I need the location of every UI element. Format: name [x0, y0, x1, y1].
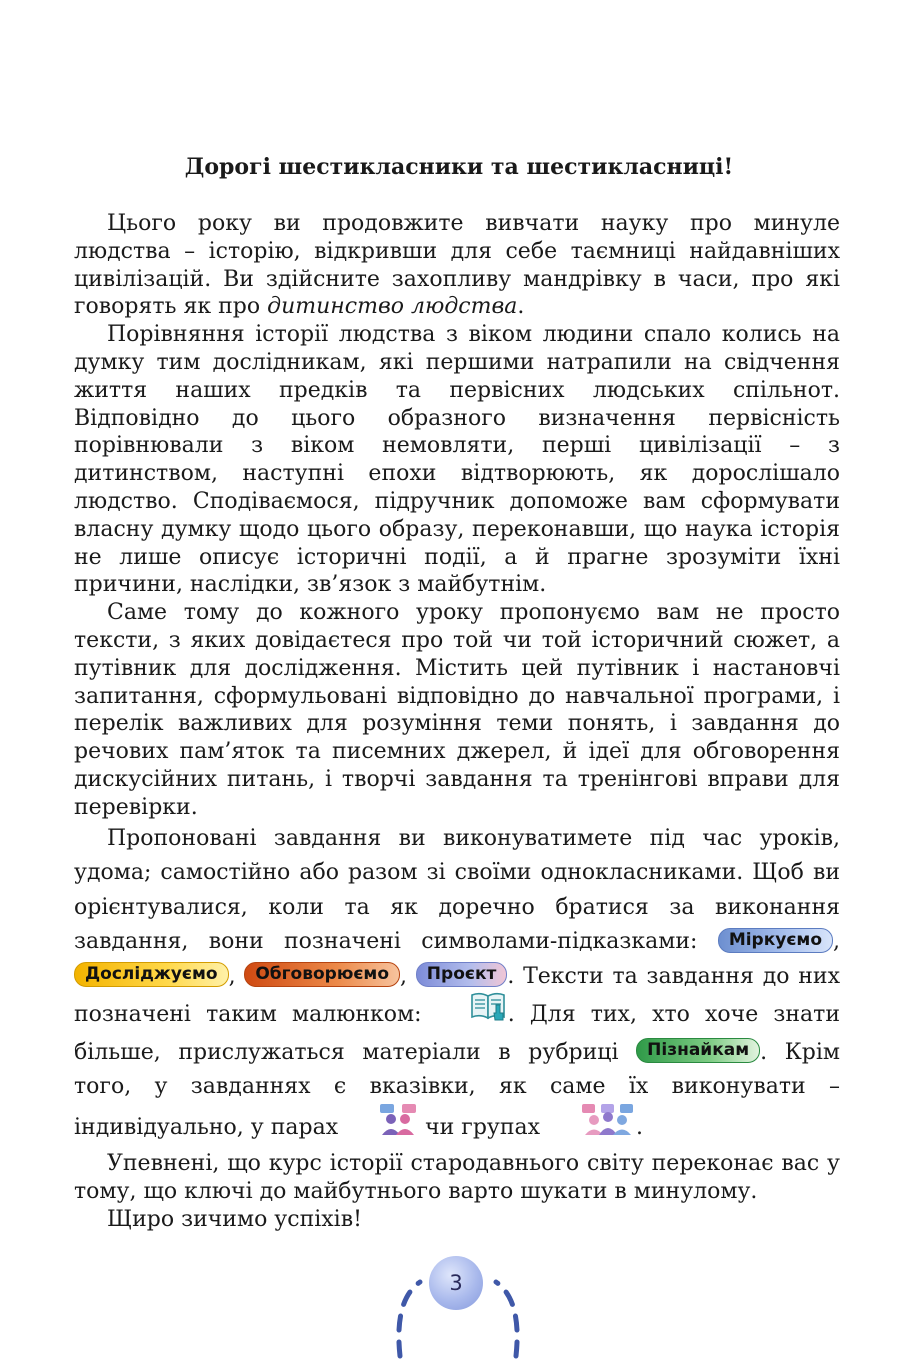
page-number: 3: [429, 1256, 483, 1310]
paragraph-5: Упевнені, що курс історії стародавнього світу переконає вас у тому, що ключі до майбутнього варто шукати в минулому.: [74, 1151, 840, 1204]
paragraph-2: Порівняння історії людства з віком людини спало колись на думку тим дослідникам, які першими натрапили на свідчення життя наших предків та первісних людських спільнот. Відповідно до цього образного визначення первісність порівнювали з віком немовляти, перші цивілізації – з дитинством, наступні епохи відтворюють, як дорослішало людство. Сподіваємося, підручник допоможе вам сформувати власну думку щодо цього образу, переконавши, що наука історія не лише описує історичні події, а й прагне зрозуміти їхні причини, наслідки, зв’язок з майбутнім.: [74, 322, 840, 598]
italic-phrase: дитинство людства: [267, 294, 518, 320]
book-pointer-icon: [437, 991, 508, 1033]
body-text: [74, 210, 840, 1233]
group-work-icon: [547, 1102, 636, 1148]
paragraph-6: Щиро зичимо успіхів!: [107, 1206, 362, 1232]
paragraph-3: Саме тому до кожного уроку пропонуємо вам не просто тексти, з яких довідаєтеся про той чи той історичний сюжет, а путівник для дослідження. Містить цей путівник і настановчі запитання, сформульовані відповідно до навчальної програми, і перелік важливих для розуміння теми понять, і завдання до речових пам’яток та писемних джерел, й ідеї для обговорення дискусійних питань, і творчі завдання та тренінгові вправи для перевірки.: [74, 600, 840, 820]
badge-research: Досліджуємо: [74, 962, 229, 987]
pair-work-icon: [345, 1102, 418, 1148]
paragraph-1: Цього року ви продовжите вивчати науку про минуле людства – історію, відкривши для себе таємниці найдавніших цивілізацій. Ви здійсните захопливу мандрівку в часи, про які говорять як про дитинство людства.: [74, 211, 840, 320]
badge-for-curious: Пізнайкам: [636, 1038, 760, 1063]
badge-thinking: Міркуємо: [718, 928, 833, 953]
paragraph-4: Пропоновані завдання ви виконуватимете під час уроків, удома; самостійно або разом зі своїми однокласниками. Щоб ви орієнтувалися, коли та як доречно братися за виконання завдання, вони позначені символами-підказками: Міркуємо , Досліджуємо , Обговорюємо , Проєкт . Тексти та завдання до них позначені таким малюнком: . Для тих, хто хоче знати більше, прислужаться матеріали в рубриці Пізнайкам . Крім того, у завданнях є вказівки, як саме їх виконувати – індивідуально, у парах чи групах .: [74, 822, 840, 1151]
page-title: Дорогі шестикласники та шестикласниці!: [184, 154, 734, 180]
badge-project: Проєкт: [416, 962, 508, 987]
badge-discussion: Обговорюємо: [244, 962, 400, 987]
